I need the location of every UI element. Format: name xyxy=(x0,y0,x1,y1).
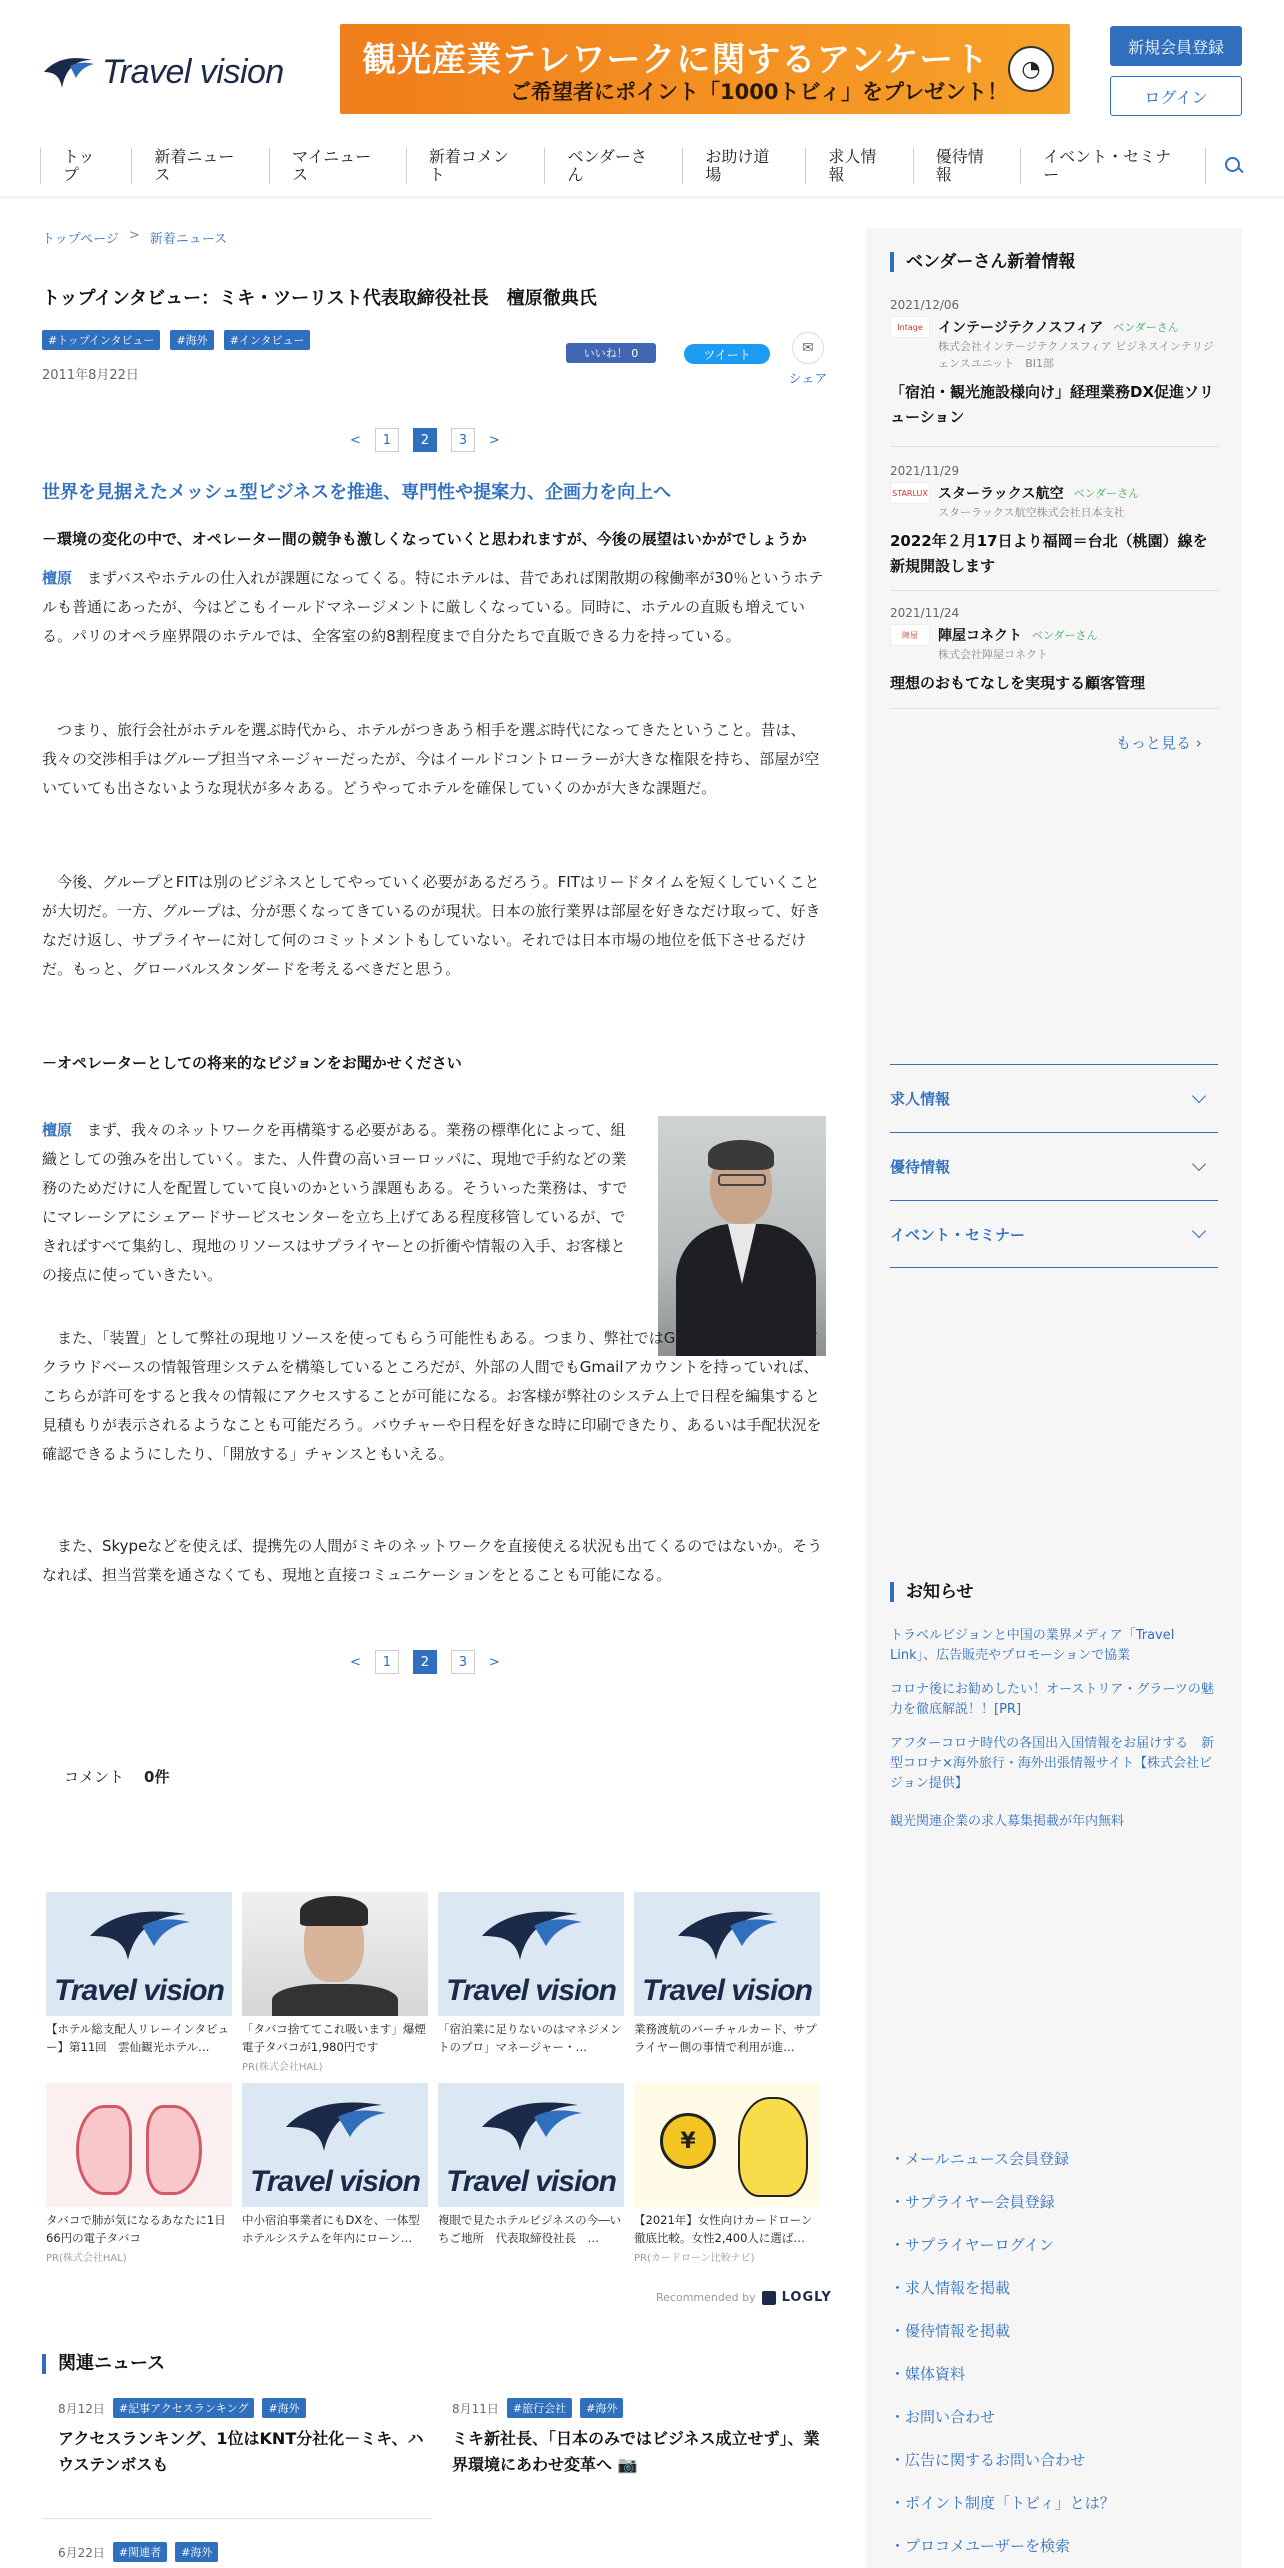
paragraph-3: 今後、グループとFITは別のビジネスとしてやっていく必要があるだろう。FITはリードタイムを短くしていくことが大切だ。一方、グループは、分が悪くなってきているのが現状。日本の旅行業界は部屋を好きなだけ取って、好きなだけ返し、サプライヤーに対して何のコミットメントもしていない。それでは日本市場の地位を低下させるだけだ。もっと、グローバルスタンダードを考えるべきだと思う。 xyxy=(42,873,821,978)
recommended-card[interactable] xyxy=(242,2083,428,2264)
related-tag[interactable]: #海外 xyxy=(262,2398,305,2418)
recommended-card[interactable] xyxy=(46,2083,232,2264)
comment-number: 0件 xyxy=(144,1768,170,1786)
recommended-thumbnail: Travel vision xyxy=(634,1892,820,2016)
related-tag[interactable]: #海外 xyxy=(175,2542,218,2562)
related-date: 8月12日 xyxy=(58,2401,105,2416)
link-post-perks[interactable]: ・ 優待情報を掲載 xyxy=(890,2320,1010,2341)
header-divider xyxy=(0,196,1284,200)
nav-top[interactable]: トップ xyxy=(40,148,132,184)
link-media-kit[interactable]: ・ 媒体資料 xyxy=(890,2363,965,2384)
logly-credit[interactable] xyxy=(656,2290,832,2305)
vendor-name: インテージテクノスフィア xyxy=(938,320,1104,336)
vendor-date: 2021/11/24 xyxy=(890,606,960,620)
paragraph-4 xyxy=(42,1116,632,1290)
recommended-caption: 【2021年】女性向けカードローン徹底比較。女性2,400人に選ば… xyxy=(634,2213,813,2245)
tag-overseas[interactable]: #海外 xyxy=(170,330,213,350)
accordion-perks[interactable]: 優待情報 xyxy=(890,1132,1218,1200)
related-title: アクセスランキング、1位はKNT分社化－ミキ、ハウステンボスも xyxy=(58,2429,424,2474)
accordion-events[interactable]: イベント・セミナー xyxy=(890,1200,1218,1268)
vendor-date: 2021/12/06 xyxy=(890,298,960,312)
link-supplier-login[interactable]: ・ サプライヤーログイン xyxy=(890,2234,1054,2255)
mascot-icon: ◔ xyxy=(1008,46,1054,92)
paragraph-4-text: まず、我々のネットワークを再構築する必要がある。業務の標準化によって、組織としての強みを出していく。また、人件費の高いヨーロッパに、現地で手約などの業務のためだけに人を配置していて良いのかという課題もある。そういった業務は、すでにマレーシアにシェアードサービスセンターを立ち上げてある程度移管しているが、できればすべて集約し、現地のリソースはサプライヤーとの折衝や情報の入手、お客様との接点に使っていきたい。 xyxy=(42,1121,628,1284)
recommended-pr-label: PR(株式会社HAL) xyxy=(46,2253,127,2264)
nav-my-news[interactable]: マイニュース xyxy=(270,148,407,184)
logly-brand: LOGLY xyxy=(781,2290,832,2305)
mail-icon: ✉ xyxy=(792,332,824,364)
link-tobby-points[interactable]: ・ ポイント制度「トビィ」とは？ xyxy=(890,2492,1115,2513)
vendor-divider xyxy=(890,590,1220,591)
link-ad-contact[interactable]: ・ 広告に関するお問い合わせ xyxy=(890,2449,1085,2470)
logly-label: Recommended by xyxy=(656,2291,756,2304)
nav-vendors[interactable]: ベンダーさん xyxy=(545,148,683,184)
more-vendors-link[interactable]: もっと見る › xyxy=(1116,734,1202,752)
related-tag[interactable]: #旅行会社 xyxy=(507,2398,572,2418)
speaker-name-2: 檀原 xyxy=(42,1121,73,1139)
like-button[interactable] xyxy=(566,343,656,363)
pager-next[interactable]: > xyxy=(488,432,500,448)
notice-item[interactable]: 観光関連企業の求人募集掲載が年内無料 xyxy=(890,1814,1125,1829)
link-procom-search[interactable]: ・ プロコメユーザーを検索 xyxy=(890,2535,1070,2556)
vendor-badge: ベンダーさん xyxy=(1032,629,1098,642)
login-button[interactable]: ログイン xyxy=(1110,76,1242,116)
breadcrumb-separator-icon: > xyxy=(128,228,140,243)
recommended-thumbnail xyxy=(46,2083,232,2207)
vendor-logo: 陣屋 xyxy=(890,624,930,646)
like-label: いいね！ 0 xyxy=(583,347,639,360)
vendor-divider xyxy=(890,446,1220,447)
link-contact[interactable]: ・ お問い合わせ xyxy=(890,2406,995,2427)
vendor-title: 2022年２月17日より福岡＝台北（桃園）線を新規開設します xyxy=(890,532,1208,575)
notice-title: お知らせ xyxy=(890,1582,974,1602)
related-date: 8月11日 xyxy=(452,2401,499,2416)
recommended-pr-label: PR(株式会社HAL) xyxy=(242,2062,323,2073)
recommended-thumbnail: Travel vision xyxy=(438,2083,624,2207)
pager-page-1[interactable]: 1 xyxy=(375,428,399,452)
vendor-title: 理想のおもてなしを実現する顧客管理 xyxy=(890,674,1146,692)
recommended-pr-label: PR(カードローン比較ナビ) xyxy=(634,2253,755,2264)
share-label: シェア xyxy=(788,372,828,387)
recommended-card[interactable] xyxy=(46,1892,232,2073)
register-button[interactable]: 新規会員登録 xyxy=(1110,26,1242,66)
related-item[interactable] xyxy=(452,2398,822,2478)
vendor-item[interactable] xyxy=(890,606,1220,696)
paragraph-1-text: まずバスやホテルの仕入れが課題になってくる。特にホテルは、昔であれば閑散期の稼働率が30％というホテルも普通にあったが、今はどこもイールドマネージメントに厳しくなっている。同時に、ホテルの直販も増えている。パリのオペラ座界隈のホテルでは、全客室の約8割程度まで自分たちで直販できる力を持っている。 xyxy=(42,569,824,645)
recommended-caption: 中小宿泊事業者にもDXを、一体型ホテルシステムを年内にローン… xyxy=(242,2213,420,2245)
pager-prev[interactable]: < xyxy=(350,432,361,448)
recommended-caption: 「宿泊業に足りないのはマネジメントのプロ」マネージャー・… xyxy=(438,2022,622,2054)
question-1: －環境の変化の中で、オペレーター間の競争も激しくなっていくと思われますが、今後の展望はいかがでしょうか xyxy=(42,530,807,548)
chevron-right-icon: › xyxy=(1195,734,1202,752)
comment-count[interactable] xyxy=(64,1766,169,1787)
recommended-caption: 複眼で見たホテルビジネスの今―いちご地所 代表取締役社長 … xyxy=(438,2213,622,2245)
vendor-logo: STARLUX xyxy=(890,482,930,504)
paragraph-6: また、Skypeなどを使えば、提携先の人間がミキのネットワークを直接使える状況も出てくるのではないか。そうなれば、担当営業を通さなくても、現地と直接コミュニケーションをとることも可能になる。 xyxy=(42,1537,823,1584)
main-nav xyxy=(40,148,1244,184)
vendor-date: 2021/11/29 xyxy=(890,464,960,478)
vendor-logo: Intage xyxy=(890,316,930,338)
related-tag[interactable]: #海外 xyxy=(580,2398,623,2418)
recommended-card[interactable] xyxy=(242,1892,428,2073)
recommended-caption: 【ホテル総支配人リレーインタビュー】第11回 雲仙観光ホテル… xyxy=(46,2022,229,2054)
search-icon[interactable] xyxy=(1224,156,1243,176)
recommended-thumbnail: ¥ xyxy=(634,2083,820,2207)
vendor-company: 株式会社陣屋コネクト xyxy=(938,648,1048,661)
link-post-jobs[interactable]: ・ 求人情報を掲載 xyxy=(890,2277,1010,2298)
vendor-item[interactable] xyxy=(890,464,1220,579)
paragraph-2: つまり、旅行会社がホテルを選ぶ時代から、ホテルがつきあう相手を選ぶ時代になってきたということ。昔は、我々の交渉相手はグループ担当マネージャーだったが、今はイールドコントローラーが大きな権限を持ち、部屋が空いていても出さないような現状が多々ある。どうやってホテルを確保していくのかが大きな課題だ。 xyxy=(42,721,820,797)
breadcrumb-top[interactable]: トップページ xyxy=(42,232,119,247)
logly-icon xyxy=(762,2291,776,2305)
vendor-name: 陣屋コネクト xyxy=(938,628,1022,644)
pager-top xyxy=(350,428,500,452)
share-button[interactable] xyxy=(788,332,828,387)
recommended-card[interactable] xyxy=(438,2083,624,2264)
comment-label: コメント xyxy=(64,1768,125,1786)
sidebar xyxy=(866,228,1242,2568)
related-item[interactable] xyxy=(58,2398,428,2478)
pager-page-2[interactable]: 2 xyxy=(413,428,437,452)
breadcrumb xyxy=(42,228,227,247)
related-title: ミキ新社長、「日本のみではビジネス成立せず」、業界環境にあわせ変革へ 📷 xyxy=(452,2429,820,2474)
recommended-thumbnail: Travel vision xyxy=(242,2083,428,2207)
pager-page-1-bottom[interactable]: 1 xyxy=(375,1650,399,1674)
paragraph-1 xyxy=(42,564,826,651)
chevron-down-icon xyxy=(1192,1224,1206,1238)
pager-page-3[interactable]: 3 xyxy=(451,428,475,452)
recommended-thumbnail: Travel vision xyxy=(438,1892,624,2016)
recommended-caption: タバコで肺が気になるあなたに1日66円の電子タバコ xyxy=(46,2213,226,2245)
vendor-title: 「宿泊・観光施設様向け」経理業務DX促進ソリューション xyxy=(890,383,1215,426)
nav-jobs[interactable]: 求人情報 xyxy=(806,148,913,184)
nav-events[interactable]: イベント・セミナー xyxy=(1021,148,1206,184)
pager-page-3-bottom[interactable]: 3 xyxy=(451,1650,475,1674)
chevron-down-icon xyxy=(1192,1156,1206,1170)
survey-banner[interactable] xyxy=(340,24,1070,114)
recommended-card[interactable] xyxy=(438,1892,624,2073)
nav-new-news[interactable]: 新着ニュース xyxy=(132,148,270,184)
article-date: 2011年8月22日 xyxy=(42,368,139,383)
related-news-title: 関連ニュース xyxy=(42,2354,165,2374)
recommended-thumbnail: Travel vision xyxy=(46,1892,232,2016)
tag-interview[interactable]: #インタビュー xyxy=(224,330,311,350)
vendor-company: 株式会社インテージテクノスフィア ビジネスインテリジェンスユニット BI1部 xyxy=(938,340,1214,370)
pager-bottom xyxy=(350,1650,500,1674)
nav-perks[interactable]: 優待情報 xyxy=(914,148,1021,184)
link-supplier-register[interactable]: ・ サプライヤー会員登録 xyxy=(890,2191,1055,2212)
vendor-news-title: ベンダーさん新着情報 xyxy=(890,252,1075,272)
related-divider xyxy=(42,2518,432,2519)
notice-item[interactable]: コロナ後にお勧めしたい！オーストリア・グラーツの魅力を徹底解説！！[PR] xyxy=(890,1682,1214,1717)
notice-item[interactable]: トラベルビジョンと中国の業界メディア「Travel Link」、広告販売やプロモーションで協業 xyxy=(890,1628,1175,1663)
vendor-item[interactable] xyxy=(890,298,1220,430)
travel-vision-logo-icon xyxy=(40,52,96,92)
vendor-name: スターラックス航空 xyxy=(938,486,1064,502)
recommended-caption: 業務渡航のバーチャルカード、サプライヤー側の事情で利用が進… xyxy=(634,2022,817,2054)
tweet-label: ツイート xyxy=(703,347,751,362)
logo-text: Travel vision xyxy=(102,52,284,91)
interviewee-photo xyxy=(658,1116,826,1356)
recommended-grid xyxy=(46,1892,826,2264)
question-2: －オペレーターとしての将来的なビジョンをお聞かせください xyxy=(42,1054,462,1072)
camera-icon: 📷 xyxy=(617,2455,638,2474)
chevron-down-icon xyxy=(1192,1088,1206,1102)
related-tag[interactable]: #関連者 xyxy=(113,2542,167,2562)
breadcrumb-news[interactable]: 新着ニュース xyxy=(149,232,228,247)
site-logo[interactable] xyxy=(40,48,302,96)
vendor-badge: ベンダーさん xyxy=(1073,487,1140,500)
banner-headline: 観光産業テレワークに関するアンケート xyxy=(362,40,990,80)
related-date: 6月22日 xyxy=(58,2545,105,2560)
accordion-jobs[interactable]: 求人情報 xyxy=(890,1064,1218,1132)
related-item[interactable] xyxy=(58,2542,428,2562)
link-mail-news[interactable]: ・ メールニュース会員登録 xyxy=(890,2148,1069,2169)
nav-new-comments[interactable]: 新着コメント xyxy=(407,148,546,184)
paragraph-5: また、「装置」として弊社の現地リソースを使ってもらう可能性もある。つまり、弊社ではGoogle Appsを使ってクラウドベースの情報管理システムを構築しているところだが、外部の人間でもGmailアカウントを持っていれば、こちらが許可をすると我々の情報にアクセスすることが可能になる。お客様が弊社のシステム上で日程を編集すると見積もりが表示されるようなことも可能だろう。バウチャーや日程を好きな時に印刷できたり、あるいは手配状況を確認できるようにしたり、「開放する」チャンスともいえる。 xyxy=(42,1329,822,1463)
vendor-company: スターラックス航空株式会社日本支社 xyxy=(938,506,1125,519)
tweet-button[interactable] xyxy=(684,344,770,364)
pager-next-bottom[interactable]: > xyxy=(488,1654,500,1670)
pager-page-2-bottom[interactable]: 2 xyxy=(413,1650,437,1674)
article-title: トップインタビュー：ミキ・ツーリスト代表取締役社長 檀原徹典氏 xyxy=(42,288,597,309)
banner-subline: ご希望者にポイント「1000トビィ」をプレゼント！ xyxy=(510,80,1009,104)
vendor-badge: ベンダーさん xyxy=(1113,321,1179,334)
pager-prev-bottom[interactable]: < xyxy=(350,1654,361,1670)
related-tag[interactable]: #記事アクセスランキング xyxy=(113,2398,255,2418)
tag-top-interview[interactable]: #トップインタビュー xyxy=(42,330,160,350)
recommended-card[interactable] xyxy=(634,2083,820,2264)
recommended-thumbnail xyxy=(242,1892,428,2016)
vendor-divider xyxy=(890,708,1220,709)
recommended-card[interactable] xyxy=(634,1892,820,2073)
speaker-name: 檀原 xyxy=(42,569,73,587)
nav-help-dojo[interactable]: お助け道場 xyxy=(683,148,806,184)
article-subheading: 世界を見据えたメッシュ型ビジネスを推進、専門性や提案力、企画力を向上へ xyxy=(42,482,672,503)
article-tags xyxy=(42,330,310,350)
notice-item[interactable]: アフターコロナ時代の各国出入国情報をお届けする 新型コロナ×海外旅行・海外出張情報サイト【株式会社ビジョン提供】 xyxy=(890,1736,1215,1791)
recommended-caption: 「タバコ捨ててこれ吸います」爆煙電子タバコが1,980円です xyxy=(242,2022,426,2054)
